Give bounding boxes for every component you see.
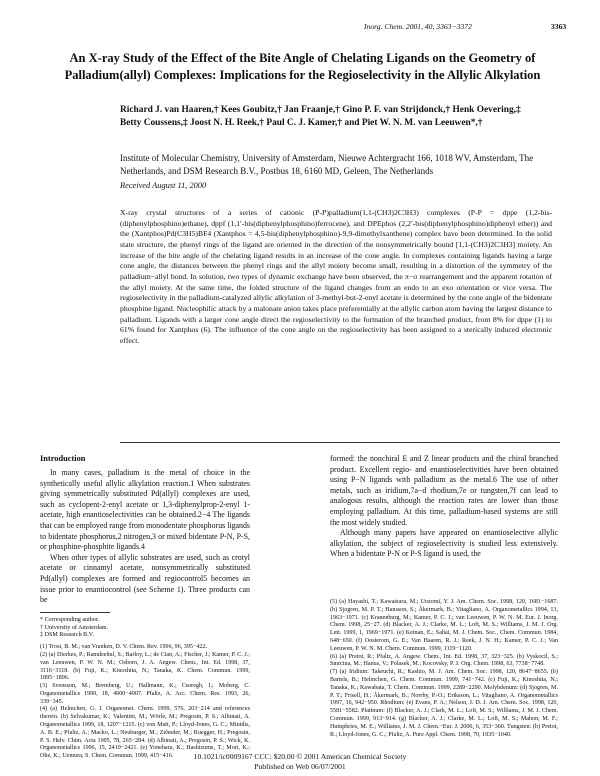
reference: (5) (a) Hayashi, T.; Kawatsura, M.; Uozomi, Y. J. Am. Chem. Soc. 1998, 120, 1681−1687. (b) Sjogren, M. P. T.; Hansson, S.; Åkermark, B.; Vitagliano, A. Organometallics 1994, 13, 1963−1971. (c) Kranenburg, M.; Kamer, P. C. J.; van Leeuwen, P. W. N. M. Eur. J. Inorg. Chem. 1998, 25−27. (d) Blacker, A. J.; Clarke, M. L.; Loft, M. S.; Williams, J. M. J. Org. Lett. 1999, 1, 1969−1971. (e) Keinan, E.; Sahai, M. J. Chem. Soc., Chem. Commun. 1984, 648−650. (f) Oosterom, G. E.; Van Haaren, R. J.; Reek, J. N. H.; Kamer, P. C. J.; Van Leeuwen, P. W. N. M. Chem. Commun. 1999, 1119−1120.: [330, 599, 558, 652]
intro-paragraph-3: formed: the nonchiral E and Z linear products and the chiral branched product. Excellent regio- and enantioselectivities have been obtained using P−N ligands with palladium as the metal.6 The use of other metals, such as iridium,7a−d rhodium,7e or tungsten,7f can lead to analogous results, although the reaction rates are lower than those employing palladium. At this time, palladium-based systems are still the most widely studied.: [330, 454, 558, 527]
footnote: † University of Amsterdam.: [40, 624, 109, 631]
page-footer: [0, 752, 600, 771]
intro-paragraph-4: Although many papers have appeared on enantioselective allylic alkylation, the subject of regioselectivity is studied less extensively. When a bidentate P-N or P-S ligand is used, the: [330, 528, 558, 559]
abstract: X-ray crystal structures of a series of cationic (P-P)palladium(1,1-(CH3)2C3H3) complexes (P-P = dppe (1,2-bis-(diphenylphosphino)ethane), dppf (1,1′-bis(diphenylphosphino)ferrocene), and DPEphos (2,2′-bis(diphenylphosphino)diphenyl ether)) and the (Xantphos)Pd(C3H5)BF4 (Xantphos = 4,5-bis(diphenylphosphino)-9,9-dimethylxanthene) complex have been determined. In the solid state structure, the phenyl rings of the ligand are oriented in the direction of the nonsymmetrically bound [1,1-(CH3)2C3H3] moiety. An increase of the bite angle of the chelating ligand results in an increase of the cone angle. In complexes containing ligands having a large cone angle, the distances between the phenyl rings and the allyl moiety become small, resulting in a distortion of the symmetry of the palladium−allyl bond. In solution, two types of dynamic exchange have been observed, the π−σ rearrangement and the apparent rotation of the allyl moiety. At the same time, the folded structure of the ligand changes from an endo to an exo orientation or vice versa. The regioselectivity in the palladium-catalyzed allylic alkylation of 3-methyl-but-2-enyl acetate is determined by the cone angle of the bidentate phosphine ligand. Nucleophilic attack by a malonate anion takes place preferentially at the allylic carbon atom having the largest distance to palladium. Ligands with a larger cone angle direct the regioselectivity to the formation of the branched product, from 8% for dppe (1) to 61% found for Xantphos (6). The influence of the cone angle on the regioselectivity has been assigned to a sterically induced electronic effect.: [120, 208, 552, 345]
left-column: [40, 454, 250, 761]
intro-paragraph-1: In many cases, palladium is the metal of choice in the synthetically useful allylic alkylation reaction.1 When substrates giving symmetrically substituted Pd(allyl) complexes are used, such as cyclopent-2-enyl acetate or 1,3-diphenylprop-2-enyl 1-acetate, high enantioselectivities can be obtained.2−4 The ligands that can be employed range from monodentate phosphorus ligands to bidentate phosphorus,2 nitrogen,3 or mixed bidentate P-N, P-S, or phosphine-phosphite ligands.4: [40, 468, 250, 552]
doi-copyright-line: 10.1021/ic0009167 CCC: $20.00 © 2001 American Chemical Society: [193, 752, 407, 761]
intro-paragraph-2: When other types of allylic substrates are used, such as crotyl acetate or cinnamyl acetate, nonsymmetrically substituted Pd(allyl) complexes are formed and regiocontrol5 becomes an issue prior to enantiocontrol (see Scheme 1). Three products can be: [40, 552, 250, 605]
reference: (1) Trost, B. M.; van Vranken, D. V. Chem. Rev. 1996, 96, 395−422.: [40, 644, 208, 651]
page-number: 3363: [551, 22, 567, 31]
journal-citation: Inorg. Chem. 2001, 40, 3363−3372: [364, 22, 472, 31]
reference: (2) (a) Dierkes, P.; Ramdeehul, S.; Barloy, L.; de Cian, A.; Fischer, J.; Kamer, P. C. J.; van Leeuwen, P. W. N. M.; Osborn, J. A. Angew. Chem., Int. Ed. 1998, 37, 3116−3118. (b) Fuji, K.; Kinoshita, N.; Tanaka, K. Chem. Commun. 1999, 1895−1896.: [40, 651, 250, 682]
paper-title: An X-ray Study of the Effect of the Bite Angle of Chelating Ligands on the Geometry of Palladium(allyl) Complexes: Implications for the Regioselectivity in the Allylic Alkylation: [64, 51, 541, 82]
reference: (4) (a) Helmchen, G. J. Organomet. Chem. 1999, 576, 203−214 and references therein. (b) Selvakumar, K.; Valentini, M.; Wörle, M.; Pregosin, P. S.; Albinati, A. Organometallics 1999, 18, 1207−1215. (c) von Matt, P.; Lloyd-Jones, G. C.; Minidis, A. B. E.; Pfaltz, A.; Macko, L.; Neuburger, M.; Zehnder, M.; Ruegger, H.; Pregosin, P. S. Helv. Chim. Acta 1995, 78, 265−284. (d) Albinati, A.; Pregosin, P. S.; Wick, K. Organometallics 1996, 15, 2419−2421. (e) Yonehara, K.; Hashizume, T.; Mori, K.; Ohe, K.; Uemura, S. Chem. Commun. 1999, 415−416.: [40, 706, 250, 760]
reference: (7) (a) Iridium: Takeuchi, R.; Kashio, M. J. Am. Chem. Soc. 1998, 120, 8647−8655. (b) Bartels, B.; Helmchen, G. Chem. Commun. 1999, 741−742. (c) Fuji, K.; Kinoshita, N.; Tanaka, K.; Kawabata, T. Chem. Commun. 1999, 2289−2290. Molybdenum: (d) Sjogren, M. P. T.; Frisell, H.; Åkermark, B.; Norrby, P.-O.; Eriksson, L.; Vitagliano, A. Organometallics 1997, 16, 942−950. Rhodium: (e) Evans, P. A.; Nelson, J. D. J. Am. Chem. Soc. 1998, 120, 5581−5582. Platinum: (f) Blacker, A. J.; Clark, M. L.; Loft, M. S.; Williams, J. M. J. Chem. Commun. 1999, 913−914. (g) Blacker, A. J.; Clarke, M. L.; Loft, M. S.; Mahon, M. F.; Humphries, M. E.; Williams, J. M. J. Chem.−Eur. J. 2000, 6, 353−360. Tungsten: (h) Pretot, R.; Lloyd-Jones, G. C.; Pfaltz, A. Pure Appl. Chem. 1998, 70, 1035−1040.: [330, 669, 558, 738]
footnote-divider: [40, 612, 110, 613]
right-references: [330, 599, 558, 739]
section-heading-introduction: Introduction: [40, 454, 86, 463]
abstract-divider: [120, 442, 560, 443]
received-date: Received August 11, 2000: [120, 181, 207, 190]
footnote: * Corresponding author.: [40, 616, 100, 623]
reference: (3) Svensson, M.; Bremberg, U.; Hallmann, K.; Csoregh, I.; Moberg, C. Organometallics 1999, 18, 4900−4907. Pfaltz, A. Acc. Chem. Res. 1993, 26, 339−345.: [40, 683, 250, 705]
publication-date: Published on Web 06/07/2001: [254, 761, 346, 771]
footnote: ‡ DSM Research B.V.: [40, 632, 94, 639]
author-list: Richard J. van Haaren,† Kees Goubitz,† Jan Fraanje,† Gino P. F. van Strijdonck,† Henk Oevering,‡ Betty Coussens,‡ Joost N. H. Reek,† Paul C. J. Kamer,† and Piet W. N. M. van Leeuwen*,†: [120, 105, 521, 129]
affiliation: Institute of Molecular Chemistry, University of Amsterdam, Nieuwe Achtergracht 166, 1018 WV, Amsterdam, The Netherlands, and DSM Research B.V., Postbus 18, 6160 MD, Geleen, The Netherlands: [120, 153, 534, 176]
right-column: [330, 454, 558, 560]
reference: (6) (a) Pretot, R.; Pfaltz, A. Angew. Chem., Int. Ed. 1998, 37, 323−325. (b) Vyskocil, S.; Smrcina, M.; Hanus, V.; Polasek, M.; Kocovsky, P. J. Org. Chem. 1998, 63, 7738−7748.: [330, 653, 558, 668]
